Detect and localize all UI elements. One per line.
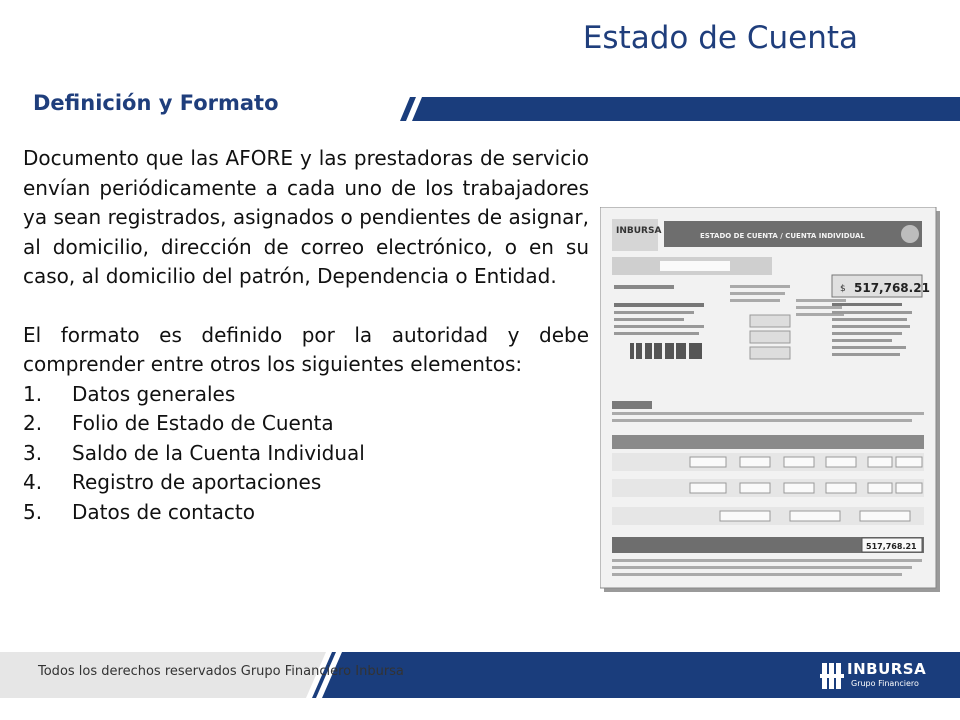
- list-item: 1. Datos generales: [23, 381, 236, 406]
- footer-copyright: Todos los derechos reservados Grupo Financiero Inbursa: [38, 664, 404, 679]
- svg-text:$: $: [840, 284, 846, 294]
- elements-list: [23, 380, 589, 528]
- section-title: Definición y Formato: [33, 91, 279, 115]
- body-text: [23, 144, 589, 527]
- definition-paragraph: Documento que las AFORE y las prestadoras de servicio envían periódicamente a cada uno de los trabajadores ya sean registrados, asignados o pendientes de asignar, al domicilio, dirección de correo electrónico, o en su caso, al domicilio del patrón, Dependencia o Entidad.: [23, 146, 589, 288]
- header-accent-bar: [398, 97, 960, 121]
- format-paragraph: El formato es definido por la autoridad y debe comprender entre otros los siguientes elementos:: [23, 322, 589, 376]
- logo-subtitle: Grupo Financiero: [851, 679, 919, 688]
- list-item: 4. Registro de aportaciones: [23, 470, 322, 494]
- logo-name: INBURSA: [847, 660, 927, 678]
- list-item: 5. Datos de contacto: [23, 499, 255, 524]
- inbursa-logo: [818, 659, 930, 693]
- svg-text:ESTADO DE CUENTA / CUENTA INDI: ESTADO DE CUENTA / CUENTA INDIVIDUAL: [700, 232, 865, 240]
- inbursa-logo-icon: [818, 659, 846, 693]
- svg-text:INBURSA: INBURSA: [616, 226, 662, 236]
- svg-text:517,768.21: 517,768.21: [854, 281, 930, 295]
- list-item: 3. Saldo de la Cuenta Individual: [23, 440, 365, 465]
- list-item: 2. Folio de Estado de Cuenta: [23, 411, 334, 435]
- slide-title: Estado de Cuenta: [582, 20, 858, 56]
- svg-text:517,768.21: 517,768.21: [866, 542, 917, 551]
- account-statement-image: [600, 207, 940, 592]
